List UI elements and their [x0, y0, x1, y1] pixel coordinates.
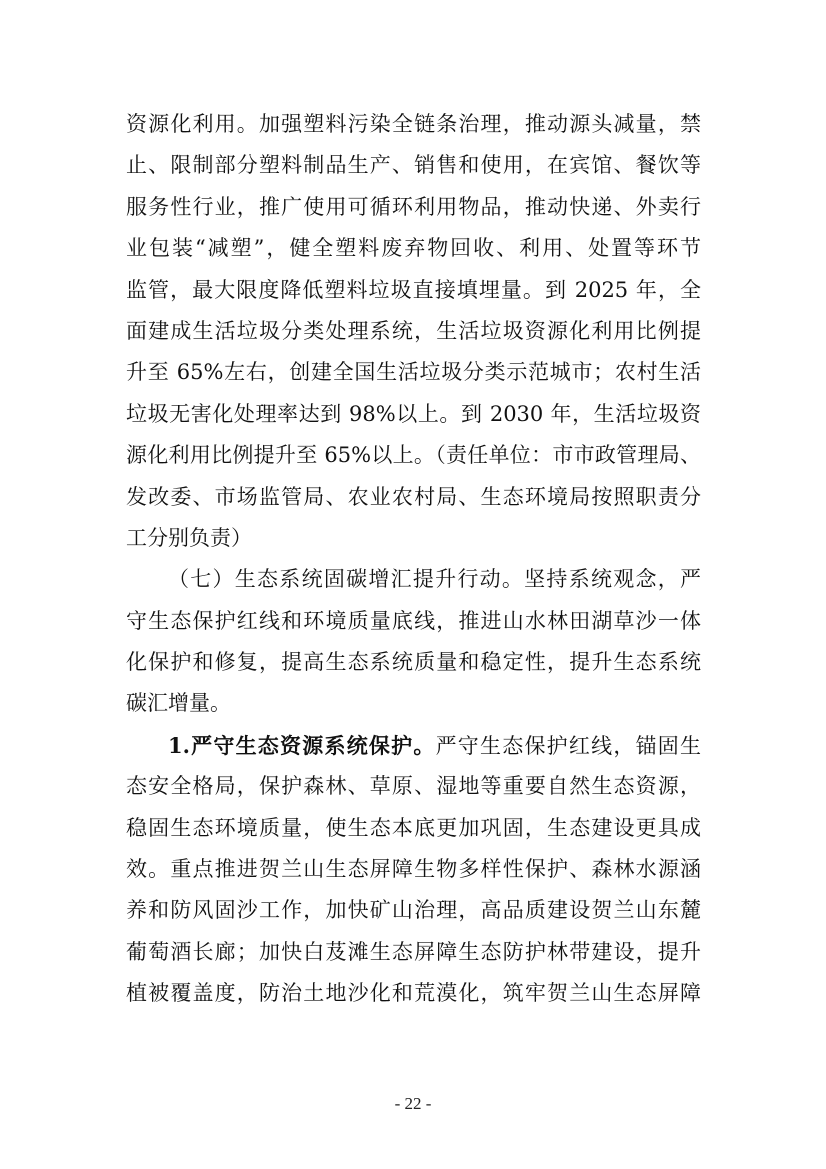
paragraph-line: 守生态保护红线和环境质量底线，推进山水林田湖草沙一体 — [126, 608, 701, 633]
paragraph-line: 碳汇增量。 — [126, 691, 231, 716]
paragraph-line: 化保护和修复，提高生态系统质量和稳定性，提升生态系统 — [126, 650, 701, 675]
section-heading-line: （七）生态系统固碳增汇提升行动。坚持系统观念，严 — [168, 567, 701, 592]
document-body — [126, 104, 706, 1015]
paragraph-line: 养和防风固沙工作，加快矿山治理，高品质建设贺兰山东麓 — [126, 898, 701, 923]
paragraph-line: 源化利用比例提升至 65%以上。（责任单位：市市政管理局、 — [126, 443, 701, 468]
paragraph-line: 效。重点推进贺兰山生态屏障生物多样性保护、森林水源涵 — [126, 857, 701, 882]
paragraph-line: 葡萄酒长廊；加快白芨滩生态屏障生态防护林带建设，提升 — [126, 939, 701, 964]
subsection-first-line — [126, 725, 701, 766]
paragraph-line: 工分别负责） — [126, 525, 252, 550]
paragraph-line: 发改委、市场监管局、农业农村局、生态环境局按照职责分 — [126, 484, 701, 509]
paragraph-line: 止、限制部分塑料制品生产、销售和使用，在宾馆、餐饮等 — [126, 153, 701, 178]
subsection-first-line-text: 严守生态保护红线，锚固生 — [435, 733, 702, 758]
paragraph-line: 升至 65%左右，创建全国生活垃圾分类示范城市；农村生活 — [126, 360, 701, 385]
paragraph-line: 稳固生态环境质量，使生态本底更加巩固，生态建设更具成 — [126, 815, 701, 840]
paragraph-line: 服务性行业，推广使用可循环利用物品，推动快递、外卖行 — [126, 194, 701, 219]
paragraph-line: 态安全格局，保护森林、草原、湿地等重要自然生态资源， — [126, 774, 701, 799]
page-number: - 22 - — [394, 1094, 432, 1113]
paragraph-line: 监管，最大限度降低塑料垃圾直接填埋量。到 2025 年，全 — [126, 277, 701, 302]
paragraph-line: 面建成生活垃圾分类处理系统，生活垃圾资源化利用比例提 — [126, 318, 701, 343]
paragraph-line: 业包装“减塑”，健全塑料废弃物回收、利用、处置等环节 — [126, 236, 701, 261]
paragraph-line: 资源化利用。加强塑料污染全链条治理，推动源头减量，禁 — [126, 112, 701, 136]
paragraph-line: 垃圾无害化处理率达到 98%以上。到 2030 年，生活垃圾资 — [126, 401, 701, 426]
paragraph-line: 植被覆盖度，防治土地沙化和荒漠化，筑牢贺兰山生态屏障 — [126, 981, 701, 1006]
subsection-heading: 1.严守生态资源系统保护。 — [168, 732, 436, 758]
